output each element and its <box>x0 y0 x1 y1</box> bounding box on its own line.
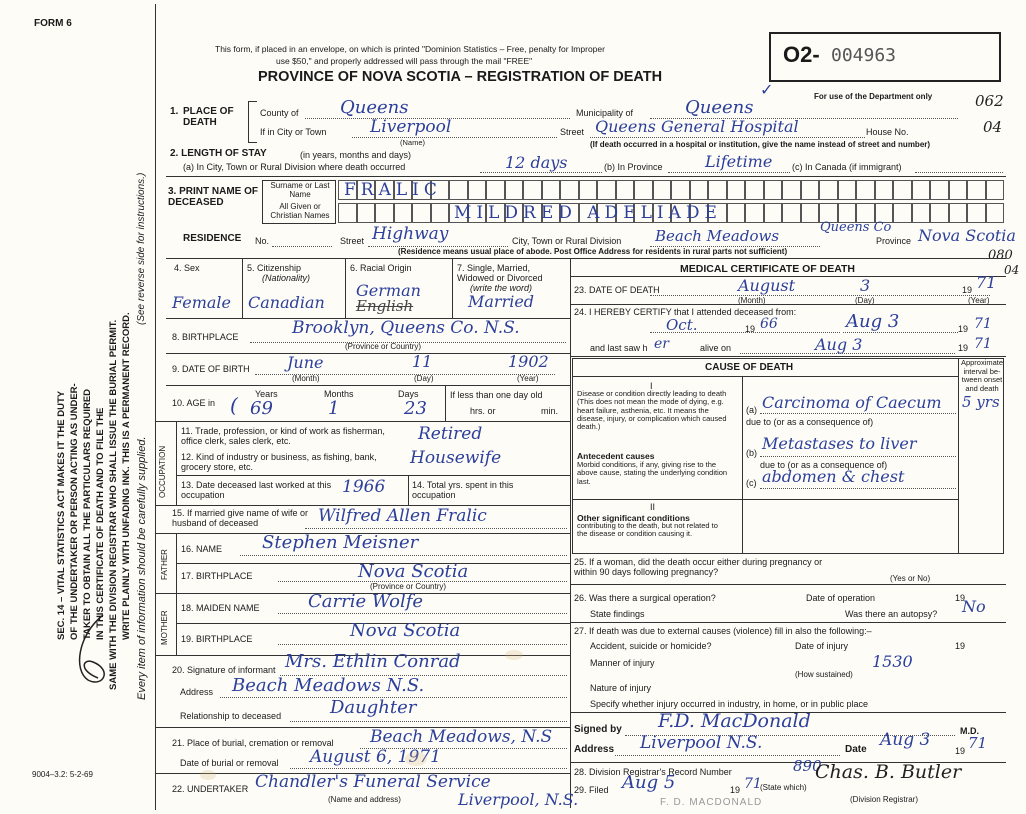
letter-box <box>431 203 450 223</box>
birthplace-sub: (Province or Country) <box>345 342 422 351</box>
q20-label: 20. Signature of informant <box>172 665 276 675</box>
q2-label: 2. LENGTH OF STAY <box>170 148 267 159</box>
filed-date: Aug 5 <box>622 772 676 793</box>
house-label: House No. <box>866 127 909 137</box>
printed-physician-stamp: F. D. MACDONALD <box>660 797 763 808</box>
record-number: 890 <box>793 757 822 775</box>
physician-address-label: Address <box>574 744 615 755</box>
city-value: Liverpool <box>370 117 452 137</box>
age-years-value: 69 <box>250 398 273 419</box>
q12-value: Housewife <box>410 448 502 468</box>
q18-label: 18. MAIDEN NAME <box>181 603 260 613</box>
specify-label: Specify whether injury occurred in industry, in home, or in public place <box>590 699 868 709</box>
q17-label: 17. BIRTHPLACE <box>181 571 253 581</box>
q22-label: 22. UNDERTAKER <box>172 784 249 794</box>
signed-by-label: Signed by <box>574 724 622 735</box>
immediate-cause-label: Disease or condition directly leading to death (This does not mean the mode of dying, e.g. heart failure, asthenia, etc. It means the disease, injury, or complication which caused death.) <box>577 389 727 432</box>
q17-sub: (Province or Country) <box>370 582 447 591</box>
cause-a-tag: (a) <box>746 405 757 415</box>
manner-label: Manner of injury <box>590 658 655 668</box>
q12-label: 12. Kind of industry or business, as fishing, bank, grocery store, etc. <box>181 452 377 472</box>
physician-date-year: 71 <box>968 734 988 752</box>
due-to-1: due to (or as a consequence of) <box>746 417 874 427</box>
dept-code-4: 04 <box>1004 263 1020 277</box>
interval-label: Approximate interval be-tween onset and death <box>960 358 1004 393</box>
dob-year: 1902 <box>508 352 549 371</box>
undertaker-name: Chandler's Funeral Service <box>255 772 491 792</box>
letter-box <box>764 203 783 223</box>
letter-box <box>357 203 376 223</box>
attended-from-year-prefix: 19 <box>745 324 756 334</box>
injury-date-label: Date of injury <box>795 641 849 651</box>
q13-value: 1966 <box>342 477 386 497</box>
accident-label: Accident, suicide or homicide? <box>590 641 712 651</box>
letter-box <box>560 180 579 200</box>
death-year: 71 <box>976 273 997 292</box>
interval-a-value: 5 yrs <box>962 393 1000 411</box>
q1-label-text: PLACE OF DEATH <box>183 106 234 128</box>
autopsy-value: No <box>962 597 986 616</box>
age-years-label: Years <box>255 389 278 399</box>
surname-label: Surname or Last Name <box>270 181 330 199</box>
letter-box <box>597 180 616 200</box>
citizenship-sub: (Nationality) <box>262 273 311 283</box>
letter-box <box>468 180 487 200</box>
letter-box <box>505 180 524 200</box>
marital-value: Married <box>468 292 535 311</box>
letter-box <box>986 180 1005 200</box>
letter-box <box>486 180 505 200</box>
physician-date-year-prefix: 19 <box>955 746 966 756</box>
residence-city-value: Beach Meadows <box>655 227 780 245</box>
operation-year-prefix: 19 <box>955 593 966 603</box>
letter-box <box>542 180 561 200</box>
death-day: 3 <box>860 276 871 295</box>
racial-value: German <box>356 281 421 300</box>
last-saw-value: er <box>654 336 669 352</box>
age-days-value: 23 <box>404 398 427 419</box>
physician-address: Liverpool N.S. <box>640 733 763 753</box>
how-sustained-sub: (How sustained) <box>795 670 853 679</box>
cause-c-value: abdomen & chest <box>762 467 905 486</box>
birthplace-value: Brooklyn, Queens Co. N.S. <box>292 318 520 338</box>
citizenship-label: 5. Citizenship <box>247 263 302 273</box>
reg-prefix: O2- <box>783 42 820 67</box>
letter-box <box>949 203 968 223</box>
father-section-label: FATHER <box>160 549 169 580</box>
dob-month-sub: (Month) <box>292 374 320 383</box>
q29-label: 29. Filed <box>574 785 609 795</box>
q26-label: 26. Was there a surgical operation? <box>574 593 716 603</box>
dept-code-1: 062 <box>975 92 1004 110</box>
letter-box <box>967 180 986 200</box>
q3-label: 3. PRINT NAME OF DECEASED <box>168 186 259 208</box>
letter-box <box>893 180 912 200</box>
side-notice-3: TAKER TO OBTAIN ALL THE PARTICULARS REQUIRED <box>82 388 93 640</box>
due-to-2: due to (or as a consequence of) <box>760 460 888 470</box>
residence-note: (Residence means usual place of abode. Post Office Address for residents in rural parts not sufficient) <box>398 247 788 256</box>
stay-sub: (in years, months and days) <box>300 150 412 160</box>
q15-label: 15. If married give name of wife or husband of deceased <box>172 508 309 528</box>
q16-label: 16. NAME <box>181 544 223 554</box>
cause-b-tag: (b) <box>746 448 757 458</box>
residence-county-value: Queens Co <box>820 220 892 235</box>
city-label: If in City or Town <box>260 127 327 137</box>
stay-b-label: (b) In Province <box>604 162 663 172</box>
letter-box <box>930 203 949 223</box>
letter-box <box>838 180 857 200</box>
letter-box <box>745 180 764 200</box>
alive-date: Aug 3 <box>815 335 863 354</box>
letter-box <box>782 203 801 223</box>
letter-box <box>394 203 413 223</box>
physician-date-label: Date <box>845 744 867 755</box>
q16-value: Stephen Meisner <box>262 532 419 553</box>
cause-a-value: Carcinoma of Caecum <box>762 393 942 412</box>
letter-box <box>801 180 820 200</box>
last-saw-label: and last saw h <box>590 343 648 353</box>
dob-day-sub: (Day) <box>414 374 434 383</box>
reg-number: 004963 <box>831 45 897 66</box>
q24-label: 24. I HEREBY CERTIFY that I attended deceased from: <box>574 307 797 317</box>
cause-b-value: Metastases to liver <box>762 434 917 453</box>
relationship-value: Daughter <box>330 697 417 718</box>
side-instructions: (See reverse side for instructions.) <box>136 172 147 325</box>
letter-box <box>449 180 468 200</box>
roman-1: I <box>650 381 653 391</box>
birthplace-label: 8. BIRTHPLACE <box>172 332 239 342</box>
burial-place: Beach Meadows, N.S <box>370 727 553 747</box>
given-label: All Given or Christian Names <box>270 202 330 220</box>
autopsy-label: Was there an autopsy? <box>845 609 938 619</box>
hrs-label: hrs. or <box>470 406 496 416</box>
check-mark-icon: ✓ <box>760 82 774 99</box>
county-value: Queens <box>340 97 409 118</box>
given-name-value: MILDRED ADELIADE <box>454 203 722 223</box>
letter-box <box>727 180 746 200</box>
letter-box <box>671 180 690 200</box>
attended-from-year: 66 <box>760 316 778 332</box>
burial-date: August 6, 1971 <box>310 747 441 767</box>
informant-address-label: Address <box>180 687 214 697</box>
letter-box <box>764 180 783 200</box>
letter-box <box>819 180 838 200</box>
letter-box <box>856 180 875 200</box>
state-which-sub: (State which) <box>760 783 807 792</box>
residence-province-value: Nova Scotia <box>918 226 1016 245</box>
residence-no-label: No. <box>255 236 270 246</box>
cause-c-tag: (c) <box>746 478 757 488</box>
nature-label: Nature of injury <box>590 683 652 693</box>
letter-box <box>801 203 820 223</box>
cause-header: CAUSE OF DEATH <box>705 362 794 373</box>
antecedent-label: Antecedent causes <box>577 451 655 461</box>
undertaker-town: Liverpool, N.S. <box>458 790 579 809</box>
death-month-sub: (Month) <box>738 296 766 305</box>
municipality-label: Municipality of <box>576 108 634 118</box>
attended-to-year-prefix: 19 <box>958 324 969 334</box>
death-year-prefix: 19 <box>962 285 973 295</box>
injury-value: 1530 <box>872 652 913 671</box>
letter-box <box>967 203 986 223</box>
medical-header: MEDICAL CERTIFICATE OF DEATH <box>680 263 855 275</box>
stay-b-value: Lifetime <box>705 152 773 171</box>
attended-to-year: 71 <box>974 316 992 332</box>
under-day-label: If less than one day old <box>450 390 543 400</box>
racial-struck: English <box>356 297 414 315</box>
antecedent-desc: Morbid conditions, if any, giving rise to the above cause, stating the underlying condition last. <box>577 460 728 486</box>
roman-2: II <box>650 502 656 512</box>
q13-label: 13. Date deceased last worked at this occupation <box>181 480 332 500</box>
stay-a-value: 12 days <box>505 153 568 172</box>
street-label: Street <box>560 127 585 137</box>
age-label: 10. AGE in <box>172 398 216 408</box>
alive-year-prefix: 19 <box>958 343 969 353</box>
letter-box <box>375 203 394 223</box>
q18-value: Carrie Wolfe <box>308 591 424 612</box>
physician-date: Aug 3 <box>880 730 931 750</box>
place-note: (If death occurred in a hospital or institution, give the name instead of street and number) <box>590 140 931 149</box>
envelope-note-2: use $50," and properly addressed will pass through the mail "FREE" <box>276 56 533 66</box>
q17-value: Nova Scotia <box>358 561 469 582</box>
stay-c-label: (c) In Canada (if immigrant) <box>792 162 902 172</box>
age-months-value: 1 <box>328 398 340 419</box>
residence-street-label: Street <box>340 236 365 246</box>
informant-signature: Mrs. Ethlin Conrad <box>285 651 461 672</box>
occupation-section-label: OCCUPATION <box>158 445 167 498</box>
sex-label: 4. Sex <box>174 263 200 273</box>
letter-box <box>986 203 1005 223</box>
registration-number-box <box>769 32 1001 82</box>
form-label: FORM 6 <box>34 18 72 29</box>
filed-year-prefix: 19 <box>730 785 741 795</box>
residence-city-label: City, Town or Rural Division <box>512 236 622 246</box>
q15-value: Wilfred Allen Fralic <box>318 506 487 526</box>
q28-label: 28. Division Registrar's Record Number <box>574 767 732 777</box>
other-conditions-label: Other significant conditions <box>577 513 690 523</box>
q19-value: Nova Scotia <box>350 620 461 641</box>
letter-box <box>579 180 598 200</box>
side-notice-6: WRITE PLAINLY WITH UNFADING INK. THIS IS A PERMANENT RECORD. <box>121 312 132 640</box>
county-label: County of <box>260 108 299 118</box>
envelope-note-1: This form, if placed in an envelope, on which is printed "Dominion Statistics – Free, penalty for Improper <box>215 44 605 54</box>
attended-from: Oct. <box>666 316 698 334</box>
scissors-mark-icon <box>68 610 118 690</box>
letter-box <box>523 180 542 200</box>
surname-value: FRALIC <box>344 180 442 200</box>
alive-on-label: alive on <box>700 343 732 353</box>
q19-label: 19. BIRTHPLACE <box>181 634 253 644</box>
side-notice-2: OF THE UNDERTAKER OR PERSON ACTING AS UNDER- <box>69 383 80 640</box>
letter-box <box>930 180 949 200</box>
alive-year: 71 <box>974 336 992 352</box>
q27-label: 27. If death was due to external causes (violence) fill in also the following:– <box>574 626 872 636</box>
undertaker-sub: (Name and address) <box>328 795 401 804</box>
side-notice-5: SAME WITH THE DIVISION REGISTRAR WHO SHALL ISSUE THE BURIAL PERMIT. <box>108 319 119 690</box>
q25-label: 25. If a woman, did the death occur either during pregnancy or within 90 days following pregnancy? <box>574 557 823 577</box>
other-conditions-desc: contributing to the death, but not related to the disease or condition causing it. <box>577 521 718 539</box>
letter-box <box>745 203 764 223</box>
dept-code-3: 080 <box>988 248 1013 263</box>
death-year-sub: (Year) <box>968 296 990 305</box>
yes-no-sub: (Yes or No) <box>890 574 931 583</box>
letter-box <box>616 180 635 200</box>
registrar-sub: (Division Registrar) <box>850 795 919 804</box>
informant-address: Beach Meadows N.S. <box>232 675 425 696</box>
dob-year-sub: (Year) <box>517 374 539 383</box>
mother-section-label: MOTHER <box>160 610 169 645</box>
letter-box <box>782 180 801 200</box>
age-bracket: ( <box>230 393 238 417</box>
residence-label: RESIDENCE <box>183 233 242 244</box>
letter-box <box>912 203 931 223</box>
letter-box <box>708 180 727 200</box>
letter-box <box>412 203 431 223</box>
stay-a-label: (a) In City, Town or Rural Division where death occurred <box>183 162 406 172</box>
attended-to: Aug 3 <box>846 311 900 332</box>
burial-date-label: Date of burial or removal <box>180 758 279 768</box>
letter-box <box>727 203 746 223</box>
sex-value: Female <box>172 293 231 312</box>
age-months-label: Months <box>324 389 354 399</box>
letter-box <box>690 180 709 200</box>
letter-box <box>949 180 968 200</box>
dept-use-label: For use of the Department only <box>814 92 933 101</box>
age-days-label: Days <box>398 389 419 399</box>
form-title: PROVINCE OF NOVA SCOTIA – REGISTRATION OF DEATH <box>258 69 663 85</box>
letter-box <box>875 180 894 200</box>
dob-month: June <box>287 353 324 372</box>
city-sub: (Name) <box>400 138 426 147</box>
operation-date-label: Date of operation <box>806 593 876 603</box>
md-label: M.D. <box>960 726 979 736</box>
q21-label: 21. Place of burial, cremation or removal <box>172 738 334 748</box>
municipality-value: Queens <box>685 97 754 118</box>
state-findings-label: State findings <box>590 609 645 619</box>
side-notice-1: SEC. 14 – VITAL STATISTICS ACT MAKES IT THE DUTY <box>56 390 67 640</box>
q14-label: 14. Total yrs. spent in this occupation <box>412 480 514 500</box>
q23-label: 23. DATE OF DEATH <box>574 285 660 295</box>
dob-day: 11 <box>412 352 433 371</box>
dob-label: 9. DATE OF BIRTH <box>172 364 250 374</box>
death-month: August <box>738 276 796 295</box>
letter-box <box>653 180 672 200</box>
relationship-label: Relationship to deceased <box>180 711 282 721</box>
letter-box <box>912 180 931 200</box>
citizenship-value: Canadian <box>248 293 325 312</box>
street-value: Queens General Hospital <box>595 117 799 136</box>
physician-signature: F.D. MacDonald <box>658 710 811 732</box>
residence-province-label: Province <box>876 236 912 246</box>
injury-year-prefix: 19 <box>955 641 966 651</box>
q11-label: 11. Trade, profession, or kind of work as fisherman, office clerk, sales clerk, etc. <box>181 426 385 446</box>
side-notice-4: IN THIS CERTIFICATE OF DEATH AND TO FILE THE <box>95 407 106 640</box>
marital-sub: (write the word) <box>470 283 533 293</box>
q1-label: 1. <box>170 106 179 117</box>
filed-year: 71 <box>744 776 762 792</box>
footer-code: 9004–3.2: 5-2-69 <box>32 770 93 779</box>
letter-box <box>338 203 357 223</box>
min-label: min. <box>541 406 559 416</box>
letter-box <box>893 203 912 223</box>
letter-box <box>634 180 653 200</box>
death-day-sub: (Day) <box>855 296 875 305</box>
dept-code-2: 04 <box>983 118 1003 136</box>
marital-label: 7. Single, Married, Widowed or Divorced <box>457 263 543 283</box>
side-careful-note: Every item of information should be carefully supplied. <box>136 436 148 700</box>
racial-label: 6. Racial Origin <box>350 263 412 273</box>
q11-value: Retired <box>418 424 483 444</box>
residence-street-value: Highway <box>372 224 449 244</box>
registrar-signature: Chas. B. Butler <box>815 761 962 783</box>
